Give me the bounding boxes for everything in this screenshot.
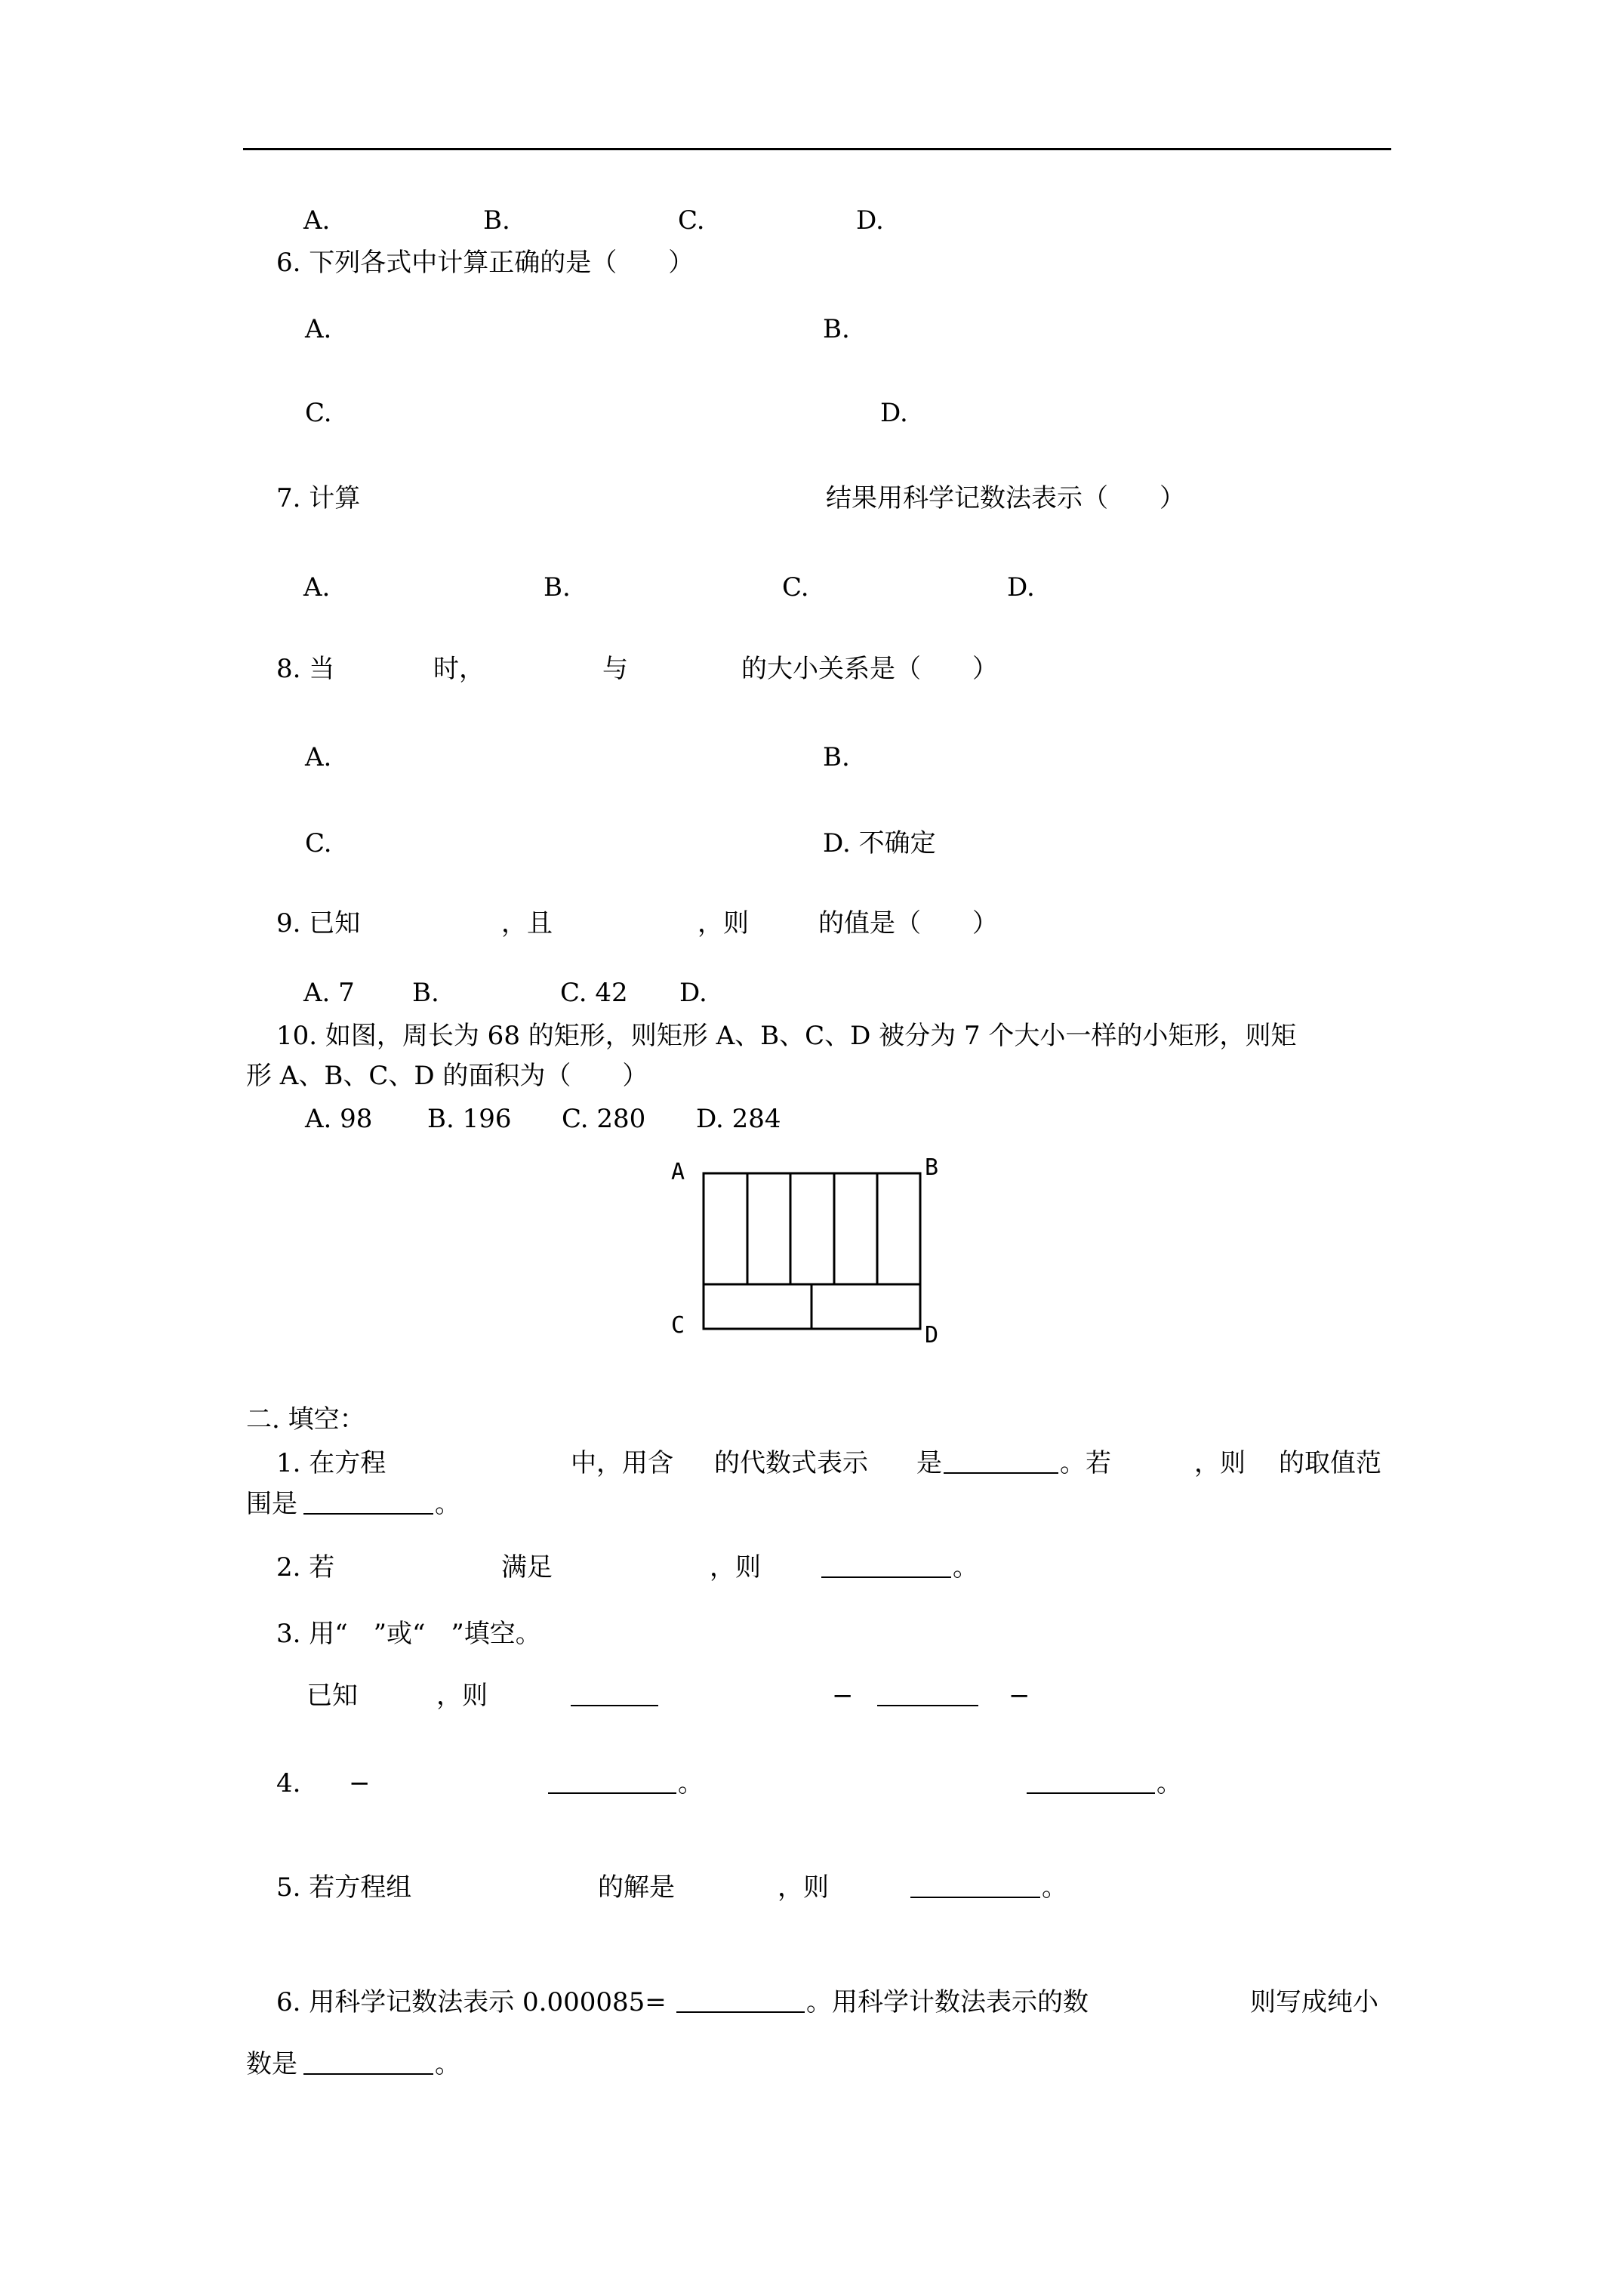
option-a: A. 98 [305, 1104, 373, 1134]
option-d: D. 284 [696, 1104, 781, 1134]
option-b: B. [483, 205, 510, 236]
answer-blank[interactable] [548, 1770, 676, 1794]
fill-text: 的代数式表示 [714, 1448, 868, 1478]
answer-blank[interactable] [821, 1554, 951, 1578]
option-d: D. 不确定 [823, 828, 936, 858]
option-a: A. [303, 205, 331, 236]
fill-text: 数是 [246, 2049, 297, 2079]
fill-text: 1. 在方程 [276, 1448, 387, 1478]
option-a: A. [303, 572, 331, 603]
option-d: D. [880, 398, 908, 428]
label-c: C [671, 1312, 685, 1339]
fill-text: 。 [1156, 1768, 1182, 1798]
option-a: A. [305, 314, 332, 344]
option-d: D. [679, 978, 707, 1008]
option-b: B. [823, 742, 850, 772]
option-a: A. 7 [303, 978, 355, 1008]
fill-text: 则写成纯小 [1250, 1987, 1378, 2017]
fill-text: 是 [916, 1448, 942, 1478]
section-title: 二. 填空： [246, 1404, 365, 1435]
question-stem-part: 9. 已知 [276, 908, 361, 938]
answer-blank[interactable] [944, 1450, 1058, 1474]
minus-sign: − [349, 1768, 371, 1798]
question-stem-part: 时， [433, 654, 485, 684]
label-d: D [925, 1322, 939, 1348]
option-d: D. [1007, 572, 1035, 603]
fill-text: 5. 若方程组 [276, 1872, 412, 1903]
option-c: C. 42 [560, 978, 628, 1008]
option-c: C. 280 [562, 1104, 646, 1134]
option-c: C. [305, 398, 332, 428]
fill-text: 。 [435, 2049, 460, 2079]
question-stem: 10. 如图，周长为 68 的矩形，则矩形 A、B、C、D 被分为 7 个大小一样的小矩形，则矩 [276, 1021, 1297, 1051]
fill-text: 的解是 [598, 1872, 675, 1903]
option-b: B. [823, 314, 850, 344]
fill-text: 。若 [1060, 1448, 1111, 1478]
question-stem-start: 7. 计算 [276, 483, 361, 513]
label-a: A [671, 1159, 685, 1185]
question-stem-end: 结果用科学记数法表示（ ） [826, 483, 1185, 513]
question-stem-part: 的大小关系是（ ） [741, 654, 998, 684]
question-stem: 6. 下列各式中计算正确的是（ ） [276, 248, 694, 278]
fill-text: 满足 [501, 1552, 553, 1583]
fill-text: 中，用含 [571, 1448, 673, 1478]
fill-text: ，则 [436, 1681, 488, 1711]
header-rule [243, 148, 1391, 150]
question-stem-part: 的值是（ ） [818, 908, 998, 938]
question-stem: 形 A、B、C、D 的面积为（ ） [246, 1061, 648, 1091]
minus-sign: − [832, 1681, 854, 1711]
option-b: B. [544, 572, 571, 603]
answer-blank[interactable] [303, 1490, 433, 1515]
option-b: B. 196 [427, 1104, 512, 1134]
question-stem-part: 8. 当 [276, 654, 335, 684]
fill-text: ，则 [710, 1552, 761, 1583]
question-stem-part: 与 [602, 654, 628, 684]
fill-text: 围是 [246, 1489, 297, 1519]
label-b: B [925, 1154, 939, 1181]
fill-text: 已知 [306, 1681, 358, 1711]
fill-text: 2. 若 [276, 1552, 335, 1583]
answer-blank[interactable] [676, 1989, 805, 2013]
fill-text: 6. 用科学记数法表示 0.000085= [276, 1987, 667, 2017]
option-b: B. [412, 978, 439, 1008]
option-c: C. [305, 828, 332, 858]
fill-text: 。 [678, 1768, 704, 1798]
fill-text: 。用科学计数法表示的数 [806, 1987, 1089, 2017]
question-stem-part: ，则 [698, 908, 749, 938]
fill-text: 。 [953, 1552, 978, 1583]
fill-text: ，则 [778, 1872, 829, 1903]
rectangle-figure [661, 1148, 962, 1351]
fill-text: 4. [276, 1768, 301, 1798]
fill-text: 的取值范 [1279, 1448, 1381, 1478]
fill-text: ，则 [1194, 1448, 1246, 1478]
option-a: A. [305, 742, 332, 772]
option-d: D. [856, 205, 884, 236]
answer-blank[interactable] [1027, 1770, 1155, 1794]
fill-text: 3. 用“ ”或“ ”填空。 [276, 1619, 541, 1649]
option-c: C. [678, 205, 705, 236]
answer-blank[interactable] [303, 2051, 433, 2075]
fill-text: 。 [435, 1489, 460, 1519]
option-c: C. [782, 572, 809, 603]
answer-blank[interactable] [571, 1682, 658, 1706]
answer-blank[interactable] [877, 1682, 978, 1706]
answer-blank[interactable] [910, 1874, 1040, 1898]
question-stem-part: ，且 [501, 908, 553, 938]
minus-sign: − [1009, 1681, 1030, 1711]
fill-text: 。 [1042, 1872, 1067, 1903]
